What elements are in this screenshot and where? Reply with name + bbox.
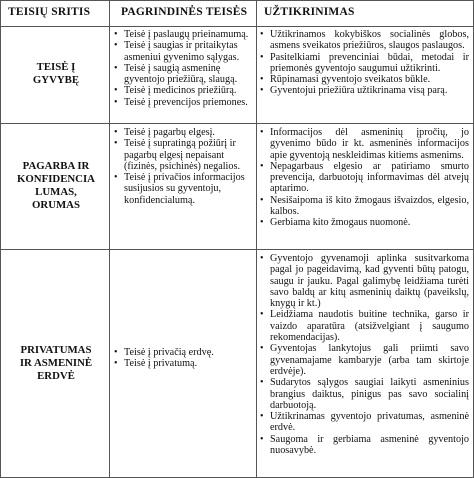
list-item: • Pasitelkiami prevenciniai būdai, metodai ir priemonės gyventojo saugumui užtikrinti. bbox=[259, 52, 469, 75]
column-divider-2 bbox=[256, 0, 257, 478]
row-label-privacy-personal-space bbox=[6, 344, 106, 383]
row-label-line: IR ASMENINĖ bbox=[19, 357, 93, 369]
header-assurance: UŽTIKRINIMAS bbox=[264, 6, 355, 18]
list-item: • Užtikrinamos kokybiškos socialinės globos, asmens sveikatos priežiūros, slaugos paslaugos. bbox=[259, 29, 469, 52]
header-divider bbox=[0, 26, 474, 27]
row-label-respect-confidentiality bbox=[6, 160, 106, 212]
rights-list-2 bbox=[113, 127, 253, 206]
list-item: • Teisė į saugią asmeninę gyventojo priežiūrą, slaugą. bbox=[113, 63, 253, 86]
list-item: • Gyventojas lankytojus gali priimti savo gyvenamajame kambaryje (arba tam skirtoje erdvėje). bbox=[259, 343, 469, 377]
list-item: • Gerbiama kito žmogaus nuomonė. bbox=[259, 217, 469, 228]
list-item: • Teisė į prevencijos priemones. bbox=[113, 97, 253, 108]
list-item: • Teisė į privačią erdvę. bbox=[113, 347, 253, 358]
list-item: • Nesišaipoma iš kito žmogaus išvaizdos, elgesio, kalbos. bbox=[259, 195, 469, 218]
row-label-line: TEISĖ Į bbox=[36, 61, 76, 73]
rights-list-1 bbox=[113, 29, 253, 108]
list-item: • Teisė į pagarbų elgesį. bbox=[113, 127, 253, 138]
list-item: • Gyventojui priežiūra užtikrinama visą parą. bbox=[259, 85, 469, 96]
list-item: • Saugoma ir gerbiama asmeninė gyventojo nuosavybė. bbox=[259, 434, 469, 457]
table-border-top bbox=[0, 0, 474, 1]
list-item: • Teisė į saugias ir pritaikytas asmeniui gyvenimo sąlygas. bbox=[113, 40, 253, 63]
assurance-list-3 bbox=[259, 253, 469, 456]
assurance-list-2 bbox=[259, 127, 469, 229]
list-item: • Sudarytos sąlygos saugiai laikyti asmeninius brangius daiktus, pinigus pas savo socialinį darbuotoją. bbox=[259, 377, 469, 411]
column-divider-1 bbox=[109, 0, 110, 478]
row-divider-2 bbox=[0, 249, 474, 250]
row-label-line: PRIVATUMAS bbox=[20, 344, 92, 356]
list-item: • Teisė į medicinos priežiūrą. bbox=[113, 85, 253, 96]
list-item: • Gyventojo gyvenamoji aplinka susitvarkoma pagal jo pageidavimą, kad gyventi būtų patogu, saugu ir jauku. Pagal galimybę leidžiama turėti savo baldų ar kitų asmeninių daiktų (paveikslų, knygų ir kt.) bbox=[259, 253, 469, 309]
list-item: • Teisė į supratingą požiūrį ir pagarbų elgesį nepaisant (fizinės, psichinės) negalios. bbox=[113, 138, 253, 172]
row-divider-1 bbox=[0, 123, 474, 124]
table-border-left bbox=[0, 0, 1, 478]
list-item: • Nepagarbaus elgesio ar patiriamo smurto prevencija, darbuotojų informavimas dėl atvejų aptarimo. bbox=[259, 161, 469, 195]
list-item: • Teisė į privatumą. bbox=[113, 358, 253, 369]
list-item: • Teisė į privačios informacijos susijusios su gyventoju, konfidencialumą. bbox=[113, 172, 253, 206]
rights-list-3 bbox=[113, 347, 253, 370]
list-item: • Informacijos dėl asmeninių įpročių, jo gyvenimo būdo ir kt. asmeninės informacijos apie gyventoją neskleidimas kitiems asmenims. bbox=[259, 127, 469, 161]
list-item: • Užtikrinamas gyventojo privatumas, asmeninė erdvė. bbox=[259, 411, 469, 434]
row-label-line: ORUMAS bbox=[32, 199, 80, 211]
row-label-line: LUMAS, bbox=[35, 186, 77, 198]
row-label-line: ERDVĖ bbox=[37, 370, 75, 382]
row-label-line: KONFIDENCIA bbox=[17, 173, 95, 185]
row-label-line: PAGARBA IR bbox=[22, 160, 90, 172]
row-label-right-to-life bbox=[6, 61, 106, 87]
list-item: • Leidžiama naudotis buitine technika, garso ir vaizdo aparatūra (atsižvelgiant į saugumo rekomendacijas). bbox=[259, 309, 469, 343]
header-basic-rights: PAGRINDINĖS TEISĖS bbox=[121, 6, 248, 18]
header-rights-area: TEISIŲ SRITIS bbox=[8, 6, 91, 18]
list-item: • Rūpinamasi gyventojo sveikatos būkle. bbox=[259, 74, 469, 85]
list-item: • Teisė į paslaugų prieinamumą. bbox=[113, 29, 253, 40]
assurance-list-1 bbox=[259, 29, 469, 97]
row-label-line: GYVYBĘ bbox=[32, 74, 80, 86]
